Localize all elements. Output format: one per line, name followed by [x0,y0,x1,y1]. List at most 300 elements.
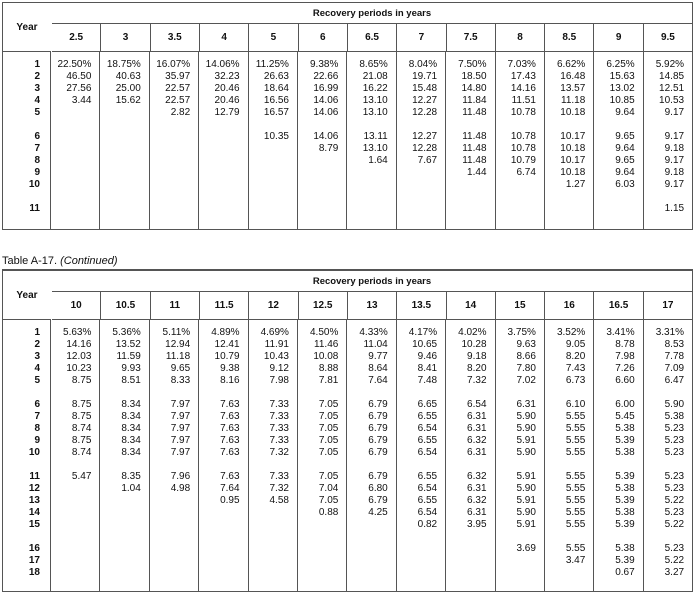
rate-column [249,320,298,591]
rate-cell [199,387,247,399]
rate-cell: 5.91 [516,435,536,446]
rate-cell: 10.79 [510,155,536,166]
rate-column [347,320,396,591]
rate-cell: 16.07% [156,59,191,70]
rate-cell [100,555,148,567]
rate-cell: 5.38 [615,447,635,458]
column-header: 10.5 [101,292,150,319]
rate-cell [51,155,99,167]
rate-cell [545,119,593,131]
rate-cell: 7.05 [318,411,339,422]
rate-column [397,52,446,229]
rate-cell: 7.32 [269,483,289,494]
rate-cell: 14.85 [659,71,685,82]
rate-column [100,320,149,591]
column-headers [52,292,692,320]
year-column [3,52,51,229]
column-header: 6.5 [348,24,397,51]
rate-cell: 5.39 [615,555,635,566]
rate-cell: 6.79 [368,399,388,410]
rate-cell: 6.47 [664,375,685,386]
year-label: 3 [34,83,40,94]
rate-cell [397,167,445,179]
year-label: 11 [29,203,40,214]
rate-cell: 26.63 [263,71,289,82]
rate-cell [150,119,198,131]
year-label: 17 [28,555,40,566]
year-label: 5 [34,107,40,118]
rate-cell [594,459,642,471]
rate-cell: 14.06 [313,95,339,106]
year-label: 6 [34,131,40,142]
rate-cell [347,119,395,131]
rate-cell [100,107,148,119]
rate-cell: 4.25 [368,507,388,518]
rate-cell [347,167,395,179]
column-header: 12.5 [299,292,348,319]
rate-cell [298,543,346,555]
rate-cell: 11.48 [462,155,487,166]
column-headers [52,24,692,52]
rate-cell: 11.84 [462,95,487,106]
rate-cell [51,179,99,191]
rate-cell: 11.46 [314,339,339,350]
rate-cell: 5.91 [516,471,536,482]
rate-cell: 13.10 [362,95,388,106]
rate-column [100,52,149,229]
rate-cell: 5.38 [615,543,635,554]
rate-column [446,320,495,591]
rate-cell: 4.02% [458,327,487,338]
year-label: 18 [28,567,40,578]
rate-cell [249,119,297,131]
year-label: 2 [34,339,40,350]
rate-cell: 9.17 [664,107,685,118]
rate-column [51,320,100,591]
rate-cell [496,531,544,543]
column-header: 11.5 [200,292,249,319]
rate-cell: 11.91 [264,339,289,350]
rate-cell [298,459,346,471]
rate-column [249,52,298,229]
rate-cell [150,203,198,215]
rate-cell: 6.31 [467,411,487,422]
rate-cell: 6.79 [368,495,388,506]
rate-cell [644,387,692,399]
rate-cell [545,203,593,215]
rate-cell: 6.79 [368,423,388,434]
rate-cell: 5.23 [664,471,685,482]
rate-cell: 6.54 [417,423,438,434]
rate-cell: 7.33 [269,411,289,422]
rate-cell [150,531,198,543]
rate-column [594,52,643,229]
rate-cell: 7.63 [220,471,240,482]
rate-cell: 10.78 [510,143,536,154]
rate-cell [150,131,198,143]
rate-cell: 7.80 [516,363,536,374]
rate-cell: 5.91 [516,495,536,506]
column-header: 12 [249,292,298,319]
rate-cell: 5.90 [664,399,685,410]
rate-cell: 6.55 [417,495,438,506]
rate-column [644,320,692,591]
rate-cell: 6.32 [467,435,487,446]
column-header: 7 [397,24,446,51]
rate-cell: 9.18 [664,167,685,178]
rate-cell [347,203,395,215]
rate-cell [644,191,692,203]
rate-cell [298,119,346,131]
rate-cell [100,143,148,155]
rate-cell: 12.28 [412,143,438,154]
rate-column [150,320,199,591]
rate-cell: 27.56 [66,83,92,94]
rate-cell: 8.51 [121,375,141,386]
row-gap [3,531,50,543]
rate-cell [446,179,494,191]
rate-cell: 1.15 [664,203,685,214]
rate-columns [51,52,692,229]
rate-cell: 5.22 [664,555,685,566]
year-label: 15 [28,519,40,530]
rate-cell: 6.54 [417,483,438,494]
rate-cell: 5.23 [664,483,685,494]
rate-cell: 8.75 [71,399,92,410]
row-gap [3,191,50,203]
rate-cell [298,531,346,543]
rate-cell [51,131,99,143]
rate-column [347,52,396,229]
rate-cell: 6.65 [417,399,438,410]
rate-cell: 14.06 [313,107,339,118]
year-label: 9 [34,435,40,446]
rate-cell: 5.22 [664,495,685,506]
rate-cell [298,387,346,399]
rate-cell: 16.56 [263,95,289,106]
rate-cell [150,143,198,155]
rate-cell [100,387,148,399]
column-header: 9 [594,24,643,51]
row-gap [3,119,50,131]
rate-cell [100,519,148,531]
rate-cell [298,167,346,179]
rate-cell [249,519,297,531]
year-label: 4 [34,363,40,374]
rate-cell: 8.75 [71,435,92,446]
rate-cell [100,459,148,471]
rate-cell: 6.62% [556,59,586,70]
rate-cell: 11.51 [511,95,536,106]
rate-cell [496,387,544,399]
rate-cell: 10.78 [510,131,536,142]
column-header: 3 [101,24,150,51]
rate-cell: 2.82 [170,107,191,118]
rate-cell: 10.65 [412,339,438,350]
rate-cell [51,167,99,179]
rate-cell [446,387,494,399]
rate-cell: 8.20 [565,351,586,362]
rate-cell: 14.16 [510,83,536,94]
rate-cell: 7.97 [170,411,191,422]
rate-cell: 22.50% [57,59,92,70]
rate-cell [249,143,297,155]
rate-cell: 6.31 [467,483,487,494]
rate-cell: 4.50% [309,327,339,338]
rate-cell [100,119,148,131]
rate-cell: 5.55 [565,495,586,506]
rate-cell [51,567,99,579]
rate-cell: 5.38 [615,483,635,494]
rate-cell: 5.38 [615,423,635,434]
rate-cell: 10.78 [510,107,536,118]
rate-cell [496,555,544,567]
rate-cell [347,191,395,203]
rate-cell: 0.67 [615,567,635,578]
rate-cell: 3.95 [467,519,487,530]
rate-cell: 5.23 [664,543,685,554]
rate-cell: 7.64 [220,483,240,494]
rate-cell [545,191,593,203]
rate-cell: 7.63 [220,423,240,434]
rate-cell: 8.53 [664,339,685,350]
rate-cell: 6.55 [417,471,438,482]
rate-cell [496,567,544,579]
rate-cell: 3.75% [507,327,536,338]
rate-cell: 16.22 [362,83,388,94]
rate-column [150,52,199,229]
rate-cell: 6.03 [615,179,635,190]
rate-cell [100,155,148,167]
table-body [3,52,692,229]
rate-cell [397,543,445,555]
rate-cell: 5.55 [565,435,586,446]
rate-cell [397,387,445,399]
rate-cell: 5.38 [664,411,685,422]
rate-cell [496,191,544,203]
rate-cell: 5.36% [112,327,141,338]
rate-cell: 12.41 [214,339,240,350]
rate-cell [347,543,395,555]
rate-cell: 9.65 [170,363,191,374]
rate-cell: 3.31% [655,327,685,338]
recovery-periods-header: Recovery periods in years [52,3,692,24]
rate-cell: 7.33 [269,399,289,410]
rate-cell: 10.17 [560,155,586,166]
rate-cell: 7.04 [318,483,339,494]
rate-cell [150,459,198,471]
rate-cell: 15.48 [412,83,438,94]
rate-cell: 8.66 [516,351,536,362]
rate-cell: 5.55 [565,543,586,554]
rate-cell [150,567,198,579]
rate-cell: 5.23 [664,507,685,518]
year-label: 7 [34,143,40,154]
rate-columns [51,320,692,591]
rate-cell [397,555,445,567]
rate-cell: 17.43 [510,71,536,82]
rate-cell [397,459,445,471]
rate-cell: 6.32 [467,471,487,482]
rate-cell: 8.20 [467,363,487,374]
rate-column [496,52,545,229]
rate-cell: 3.27 [664,567,685,578]
rate-cell: 6.60 [615,375,635,386]
rate-cell: 5.55 [565,411,586,422]
rate-cell: 7.09 [664,363,685,374]
rate-cell: 3.41% [606,327,635,338]
rate-cell [496,119,544,131]
column-header: 2.5 [52,24,101,51]
rate-cell [150,155,198,167]
rate-cell: 7.33 [269,435,289,446]
column-header: 8 [496,24,545,51]
rate-cell: 7.67 [417,155,438,166]
rate-cell: 7.63 [220,435,240,446]
rate-cell: 9.77 [368,351,388,362]
rate-cell: 5.38 [615,507,635,518]
rate-cell: 5.39 [615,519,635,530]
rate-cell [51,519,99,531]
rate-cell: 10.35 [263,131,289,142]
rate-cell: 22.57 [165,95,191,106]
rate-cell: 5.39 [615,495,635,506]
rate-cell: 11.48 [462,131,487,142]
rate-cell: 8.34 [121,399,141,410]
rate-cell: 13.52 [115,339,141,350]
rate-cell: 10.18 [560,143,586,154]
year-label: 3 [34,351,40,362]
rate-cell [347,555,395,567]
year-label: 10 [28,179,40,190]
rate-cell: 7.33 [269,471,289,482]
rate-cell: 20.46 [214,95,240,106]
rate-cell [150,543,198,555]
rate-cell [545,531,593,543]
year-label: 11 [29,471,40,482]
rate-cell [199,167,247,179]
rate-column [545,52,594,229]
rate-cell: 8.74 [71,447,92,458]
rate-cell: 4.89% [211,327,240,338]
rate-cell: 9.65 [615,131,635,142]
rate-cell: 8.88 [318,363,339,374]
rate-cell [150,519,198,531]
rate-cell: 8.75 [71,375,92,386]
table-caption [2,254,693,270]
rate-cell: 12.28 [412,107,438,118]
rate-cell: 6.31 [467,423,487,434]
rate-cell: 6.74 [516,167,536,178]
rate-cell [298,191,346,203]
rate-cell: 18.64 [263,83,289,94]
rate-cell: 6.54 [417,447,438,458]
rate-cell [594,191,642,203]
year-label: 8 [34,155,40,166]
rate-cell: 5.90 [516,447,536,458]
rate-cell [100,203,148,215]
rate-cell [150,555,198,567]
rate-cell: 0.88 [318,507,339,518]
rate-cell: 11.48 [462,107,487,118]
rate-column [51,52,100,229]
rate-cell [100,167,148,179]
rate-cell: 16.48 [560,71,586,82]
rate-cell: 5.55 [565,483,586,494]
rate-cell [446,531,494,543]
rate-cell [51,555,99,567]
column-header: 13.5 [397,292,446,319]
rate-cell: 8.78 [615,339,635,350]
rate-cell: 5.45 [615,411,635,422]
rate-cell [397,179,445,191]
rate-cell [51,143,99,155]
rate-cell: 1.64 [368,155,388,166]
rate-cell [397,203,445,215]
rate-cell: 9.64 [615,143,635,154]
rate-cell: 9.17 [664,131,685,142]
rate-cell: 8.34 [121,423,141,434]
rate-cell [446,543,494,555]
column-header: 8.5 [545,24,594,51]
rate-cell [199,543,247,555]
rate-cell: 15.63 [609,71,635,82]
rate-cell: 5.90 [516,507,536,518]
rate-cell [397,119,445,131]
rate-cell [496,459,544,471]
rate-cell: 5.90 [516,423,536,434]
rate-cell: 7.50% [458,59,487,70]
rate-cell [446,203,494,215]
rate-cell: 13.10 [362,107,388,118]
rate-cell: 0.95 [220,495,240,506]
rate-cell: 5.55 [565,447,586,458]
rate-cell [298,179,346,191]
rate-cell: 3.52% [556,327,586,338]
rate-cell: 5.23 [664,447,685,458]
year-label: 4 [34,95,40,106]
rate-cell [51,107,99,119]
rate-cell: 12.94 [165,339,191,350]
rate-cell [249,191,297,203]
year-label: 10 [28,447,40,458]
rate-cell: 7.02 [516,375,536,386]
rate-cell [150,179,198,191]
rate-cell: 11.18 [561,95,586,106]
column-header: 5 [249,24,298,51]
rate-cell [545,459,593,471]
rate-cell [644,119,692,131]
column-header: 16.5 [594,292,643,319]
rate-cell: 6.80 [368,483,388,494]
rate-cell: 9.63 [516,339,536,350]
rate-cell [397,567,445,579]
rate-cell [249,387,297,399]
rate-cell: 6.79 [368,447,388,458]
rate-cell: 8.75 [71,411,92,422]
rate-cell [594,203,642,215]
rate-cell [199,131,247,143]
rate-cell: 6.54 [467,399,487,410]
rate-column [496,320,545,591]
year-label: 14 [28,507,40,518]
rate-cell: 5.63% [63,327,92,338]
rate-cell: 7.63 [220,447,240,458]
rate-cell: 9.18 [664,143,685,154]
rate-cell [100,191,148,203]
rate-cell: 15.62 [115,95,141,106]
rate-cell: 7.97 [170,423,191,434]
